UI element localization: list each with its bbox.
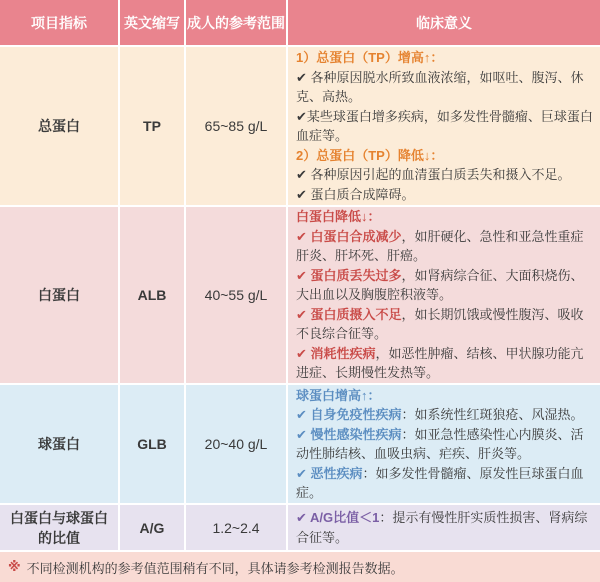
clinical-line: ✔ 蛋白质丢失过多，如肾病综合征、大面积烧伤、大出血以及胸腹腔积液等。 bbox=[296, 267, 584, 303]
cell-abbr-tp: TP bbox=[120, 47, 184, 205]
clinical-line: ✔ A/G比值＜1：提示有慢性肝实质性损害、肾病综合征等。 bbox=[296, 510, 588, 545]
cell-clinical-alb bbox=[288, 207, 600, 383]
header-cell-abbreviation: 英文缩写 bbox=[120, 0, 184, 45]
header-cell-reference-range: 成人的参考范围 bbox=[186, 0, 286, 45]
cell-indicator-albumin: 白蛋白 bbox=[0, 207, 118, 383]
clinical-line: ✔ 白蛋白合成减少，如肝硬化、急性和亚急性重症肝炎、肝坏死、肝癌。 bbox=[296, 228, 584, 264]
cell-range-tp: 65~85 g/L bbox=[186, 47, 286, 205]
footnote bbox=[0, 552, 600, 582]
cell-indicator-globulin: 球蛋白 bbox=[0, 385, 118, 503]
clinical-line: ✔ 蛋白质合成障碍。 bbox=[296, 186, 415, 202]
clinical-line: ✔ 各种原因引起的血清蛋白质丢失和摄入不足。 bbox=[296, 167, 571, 182]
clinical-line: ✔ 自身免疫性疾病：如系统性红斑狼疮、风湿热。 bbox=[296, 407, 584, 422]
cell-range-glb: 20~40 g/L bbox=[186, 385, 286, 503]
header-cell-clinical-significance: 临床意义 bbox=[288, 0, 600, 45]
clinical-line: ✔ 蛋白质摄入不足，如长期饥饿或慢性腹泻、吸收不良综合征等。 bbox=[296, 306, 584, 342]
clinical-line: ✔ 各种原因脱水所致血液浓缩，如呕吐、腹泻、休克、高热。 bbox=[296, 69, 584, 104]
cell-abbr-glb: GLB bbox=[120, 385, 184, 503]
clinical-line: 球蛋白增高↑： bbox=[296, 387, 381, 403]
cell-clinical-tp bbox=[288, 47, 600, 205]
header-cell-indicator: 项目指标 bbox=[0, 0, 118, 45]
clinical-line: ✔ 消耗性疾病，如恶性肿瘤、结核、甲状腺功能亢进症、长期慢性发热等。 bbox=[296, 345, 584, 381]
clinical-line: ✔ 慢性感染性疾病：如亚急性感染性心内膜炎、活动性肺结核、血吸虫病、疟疾、肝炎等。 bbox=[296, 426, 584, 461]
clinical-line: 2）总蛋白（TP）降低↓： bbox=[296, 147, 444, 163]
cell-clinical-glb bbox=[288, 385, 600, 503]
clinical-line: ✔ 恶性疾病：如多发性骨髓瘤、原发性巨球蛋白血症。 bbox=[296, 465, 584, 500]
clinical-line: 1）总蛋白（TP）增高↑： bbox=[296, 50, 444, 65]
footnote-text: 不同检测机构的参考值范围稍有不同，具体请参考检测报告数据。 bbox=[26, 560, 404, 576]
clinical-line: 白蛋白降低↓： bbox=[296, 209, 381, 225]
cell-range-ag: 1.2~2.4 bbox=[186, 505, 286, 550]
cell-abbr-ag: A/G bbox=[120, 505, 184, 550]
clinical-line: ✔某些球蛋白增多疾病，如多发性骨髓瘤、巨球蛋白血症等。 bbox=[296, 108, 593, 143]
cell-clinical-ag bbox=[288, 505, 600, 550]
footnote-marker: ※ bbox=[8, 559, 21, 574]
cell-abbr-alb: ALB bbox=[120, 207, 184, 383]
cell-range-alb: 40~55 g/L bbox=[186, 207, 286, 383]
cell-indicator-ag-ratio: 白蛋白与球蛋白的比值 bbox=[0, 505, 118, 550]
cell-indicator-total-protein: 总蛋白 bbox=[0, 47, 118, 205]
